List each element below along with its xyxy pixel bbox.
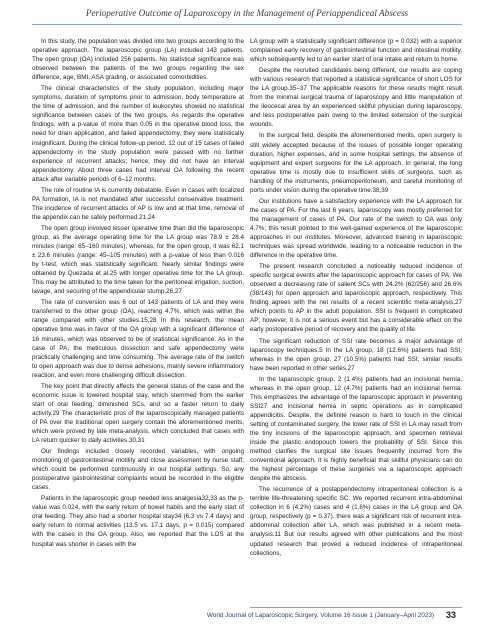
paragraph: In this study, the population was divided into two groups according to the operative approach. The laparoscopic group (LA) included 143 patients. The open group (OA) included 256 patients. No statistical significance was observed between the patients of the two groups regarding the sex difference, age, BMI, ASA grading, or associated comorbidities. (32, 38, 244, 82)
paragraph: LA group with a statistically significant difference (p = 0.032) with a superior complained early recovery of gastrointestinal function and intestinal motility, which subsequently led to an earlier start of oral intake and return to home. (250, 38, 462, 64)
right-column (250, 37, 462, 560)
paragraph: The open group involved lesser operative time than did the laparoscopic group, as the average operating time for the LA group was 78.9 ± 28.4 minutes (range: 65–160 minutes), whereas, for the open group, it was 62.1 ± 23.6 minutes (range: 45–105 minutes) with a p-value of less than 0.016 by t-test, which was statistically significant. Nearly similar findings were obtained by Quezada et al.25 with longer operative time for the LA group. This may be attributed to the time taken for the peritoneal irrigation, suction, lavage, and securing of the appendicular stump.26,27 (32, 224, 244, 296)
paragraph: Our institutions have a satisfactory experience with the LA approach for the cases of PA. For the last 6 years, laparoscopy was mostly preferred for the management of cases of PA. Our rate of the switch to OA was only 4.7%; this result pointed to the well-gained experience of the laparoscopic approaches in our institutes. Moreover, advanced training in laparoscopic techniques was spread worldwide, leading to a noticeable reduction in the difference in the operative time. (250, 197, 462, 260)
paragraph: In the surgical field, despite the aforementioned merits, open surgery is still widely accepted because of the issues of possible longer operating duration, higher expenses, and in some hospital settings, the absence of equipment and expert surgeons for the LA approach. In general, the long operative time is mostly due to insufficient skills of surgeons, such as handling of the instruments, pneumoperitoneum, and careful monitoring of ports under vision during the operative time.38,39 (250, 132, 462, 194)
footer-rule (250, 607, 462, 608)
header-rule (32, 24, 462, 25)
paragraph: In the laparoscopic group, 2 (1.4%) patients had an incisional hernia, whereas in the open group, 12 (4.7%) patients had an incisional hernia. This emphasizes the advantage of the laparoscopic approach in preventing SSI27 and incisional hernia in septic operations as in complicated appendicitis. Despite, the definite reason is hard to touch in the clinical setting of contaminated surgery, the lower rate of SSI in LA may result from the tiny incisions of the laparoscopic approach, and specimen retrieval inside the plastic endopouch lowers the probability of SSI. Since this method clarifies the surgical site issues frequently incurred from the conventional approach, it is highly beneficial that skillful physicians can do the highest percentage of these surgeries via a laparoscopic approach despite the abscess. (250, 375, 462, 483)
paragraph: Patients in the laparoscopic group needed less analgesia32,33 as the p-value was 0.024, with the early return of bowel habits and the early start of oral feeding. They also had a shorter hospital stay34 (6.3 vs 7.4 days) and early return to normal activities (13.5 vs. 17.1 days, p = 0.015) compared with the cases in the OA group. Also, we reported that the LOS at the hospital was shorter in cases with the (32, 495, 244, 548)
journal-footer: World Journal of Laparoscopic Surgery, Volume 16 Issue 1 (January–April 2023) (206, 612, 434, 619)
paragraph: The present research concluded a noticeably reduced incidence of specific surgical events after the laparoscopic approach for cases of PA. We observed a decreasing rate of salient SCs with 24.2% (62/256) and 26.6% (38/143) for open approach and laparoscopic approach, respectively. This finding agrees with the net results of a recent scientific meta-analysis,27 which points to AP in the adult population. SSI is frequent in complicated AP; however, it is not a serious event but has a considerable effect on the early postoperative period of recovery and the quality of life. (250, 263, 462, 334)
paragraph: Our findings included closely recorded variables, with ongoing monitoring of gastrointestinal motility and close assessment by nurse staff, which could be performed continuously in our hospital settings. So, any postoperative gastrointestinal complaints would be recorded in the eligible cases. (32, 448, 244, 492)
page-number: 33 (445, 610, 456, 620)
paragraph: The clinical characteristics of the study population, including major symptoms, duration of symptoms prior to admission, body temperature at the time of admission, and the number of leukocytes showed no statistical significance between cases of the two groups. As regards the operative findings, with a p-value of more than 0.05 in the operative blood loss, the need for drain application, and failed appendectomy, they were statistically insignificant. During the clinical follow-up period, 12 out of 15 cases of failed appendectomy in the study population were passed with no further experience of recurrent attacks; hence, they did not have an interval appendectomy. About three cases had interval OA following the recent attack after variable periods of 6–12 months. (32, 85, 244, 183)
paragraph: The rate of conversion was 6 out of 143 patients of LA and they were transferred to the other group (OA), reaching 4.7%, which was within the range compared with other studies.15,28 In this research, the mean operative time was in favor of the OA group with a significant difference of 16 minutes, which was observed to be of statistical significance. As in the case of PA, the meticulous dissection and safe appendectomy were practically challenging and time consuming. The average rate of the switch to open approach was due to dense adhesions, mainly severe inflammatory reaction, and even more challenging difficult dissection. (32, 299, 244, 379)
paragraph: The significant reduction of SSI rate becomes a major advantage of laparoscopy techniques.5 In the LA group, 18 (12.6%) patients had SSI, whereas in the open group, 27 (10.5%) patients had SSI; similar results have been reported in other series.27 (250, 337, 462, 372)
paragraph: Despite the recruited candidates being different, our results are coping with various research that reported a statistical significance of short LOS for the LA group.35–37 The applicable reasons for these results might result from the minimal surgical trauma of laparoscopy and little manipulation of the ileocecal area by an experienced skillful physician during laparoscopy, and less postoperative pain owing to the limited extension of the surgical wounds. (250, 67, 462, 129)
left-column (32, 37, 244, 551)
paragraph: The recurrence of a postappendectomy intraperitoneal collection is a terrible life-threatening specific SC. We reported recurrent intra-abdominal collection in 6 (4.2%) cases and 4 (1.6%) cases in the LA group and OA group, respectively (p = 0.37). there was a significant risk of recurrent intra-abdominal collection after LA, which was published in a recent meta-analysis.11 But our results agreed with other publications and the most updated research that proved a reduced incidence of intraperitoneal collections, (250, 486, 462, 557)
paragraph: The role of routine IA is currently debatable. Even in cases with localized PA formation, IA is not mandated after successful conservative treatment. The incidence of recurrent attacks of AP is low and at that time, removal of the appendix can be safely performed.21,24 (32, 186, 244, 221)
paragraph: The key point that directly affects the general status of the case and the economic issue is lowered hospital stay, which stemmed from the earlier start of oral feeding, diminished SCs, and so a faster return to daily activity.29 The characteristic pros of the laparoscopically managed patients of PA over the traditional open surgery contain the aforementioned merits, which were proved by late meta-analysis, which concluded that cases with LA return quicker to daily activities.30,31 (32, 382, 244, 445)
running-header: Perioperative Outcome of Laparoscopy in the Management of Periappendiceal Abscess (85, 8, 409, 18)
